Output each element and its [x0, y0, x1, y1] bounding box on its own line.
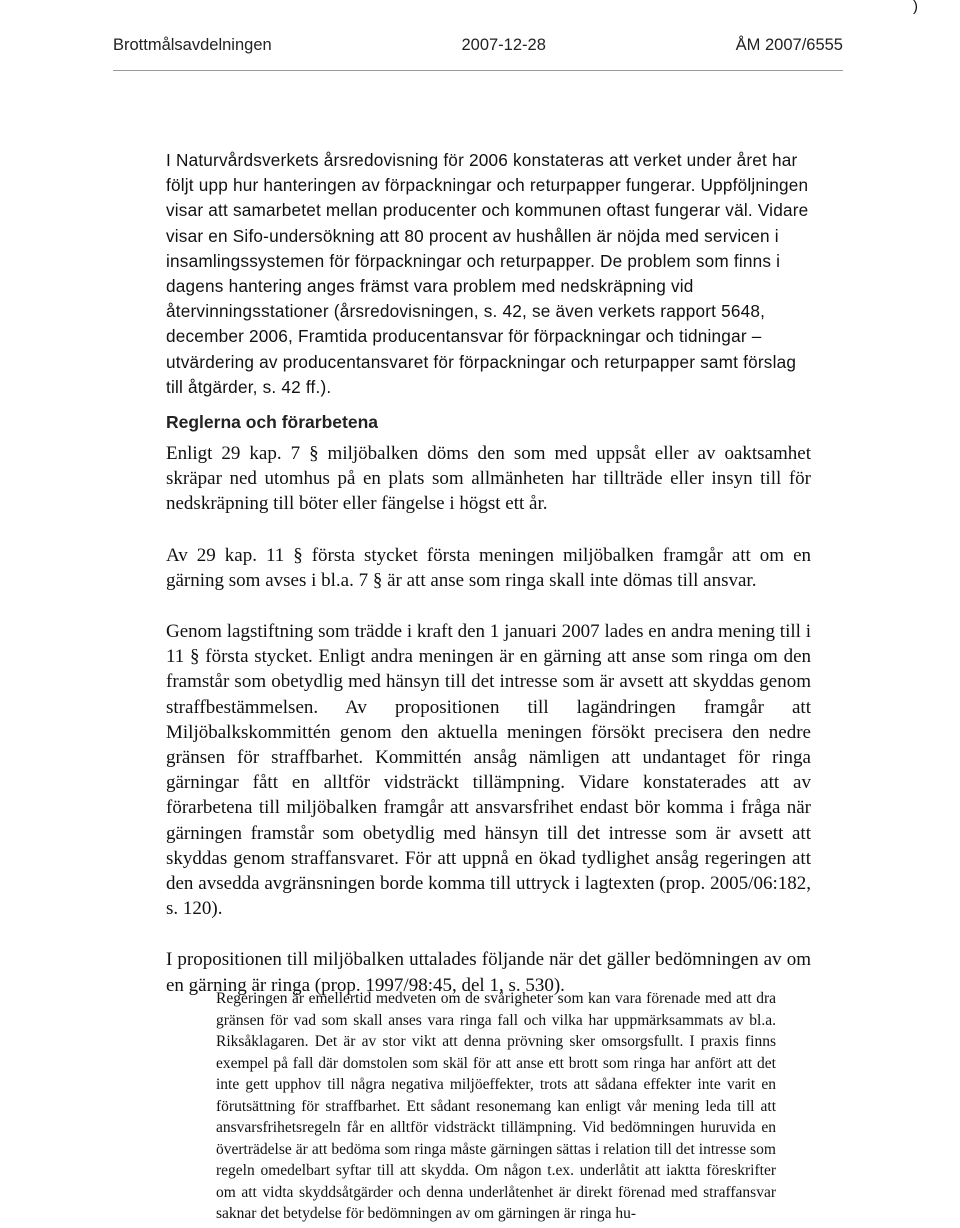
block-quote: Regeringen är emellertid medveten om de svårigheter som kan vara förenade med att dra gränsen för vad som skall anses vara ringa fall och vilka har uppmärksammats av bl.a. Riksåklagaren. Det är av stor vikt att denna prövning sker omsorgsfullt. I praxis finns exempel på fall där domstolen som skäl för att anse ett brott som ringa har anfört att det inte gett upphov till några negativa miljöeffekter, trots att sådana effekter inte varit en förutsättning för straffbarhet. Ett sådant resonemang kan enligt vår mening leda till att ansvarsfrihetsregeln får en alltför vidsträckt tillämpning. Vid bedömningen huruvida en överträdelse är att bedöma som ringa måste gärningen sättas i relation till det intresse som regeln omedelbart syftar till att skydda. Om någon t.ex. underlåtit att iaktta föreskrifter om att vidta skyddsåtgärder och denna underlåtenhet är direkt förenad med straffansvar saknar det betydelse för bedömningen av om gärningen är ringa hu-: [216, 990, 776, 1222]
section-heading: Reglerna och förarbetena: [166, 412, 378, 433]
paragraph-2: Av 29 kap. 11 § första stycket första meningen miljöbalken framgår att om en gärning som avses i bl.a. 7 § är att anse som ringa skall inte dömas till ansvar.: [166, 544, 811, 591]
page-header: [113, 36, 843, 55]
paragraph-1: Enligt 29 kap. 7 § miljöbalken döms den som med uppsåt eller av oaktsamhet skräpar ned utomhus på en plats som allmänheten har tillträde eller insyn till för nedskräpning till böter eller fängelse i högst ett år.: [166, 443, 811, 515]
paragraph-3: Genom lagstiftning som trädde i kraft den 1 januari 2007 lades en andra mening till i 11 § första stycket. Enligt andra meningen är en gärning att anse som ringa om den framstår som obetydlig med hänsyn till det intresse som är avsett att skyddas genom straffbestämmelsen. Av propositionen till lagändringen framgår att Miljöbalkskommittén genom den aktuella meningen försökt precisera den nedre gränsen för straffbarhet. Kommittén ansåg nämligen att undantaget för ringa gärningar fått en alltför vidsträckt tillämpning. Vidare konstaterades att av förarbetena till miljöbalken framgår att ansvarsfrihet endast bör komma i fråga när gärningen framstår som obetydlig med hänsyn till det intresse som är avsett att skyddas genom straffansvaret. För att uppnå en ökad tydlighet ansåg regeringen att den avsedda avgränsningen borde komma till uttryck i lagtexten (prop. 2005/06:182, s. 120).: [166, 621, 811, 920]
document-body: [166, 148, 811, 998]
header-case-number: ÅM 2007/6555: [735, 36, 843, 54]
header-date: 2007-12-28: [461, 36, 546, 54]
corner-mark: ): [913, 0, 918, 15]
paragraph-4: I propositionen till miljöbalken uttalades följande när det gäller bedömningen av om en gärning är ringa (prop. 1997/98:45, del 1, s. 530).: [166, 949, 811, 996]
header-divider: [113, 70, 843, 71]
header-department: Brottmålsavdelningen: [113, 36, 272, 54]
intro-paragraph: I Naturvårdsverkets årsredovisning för 2006 konstateras att verket under året har följt upp hur hanteringen av förpackningar och returpapper fungerar. Uppföljningen visar att samarbetet mellan producenter och kommunen oftast fungerar väl. Vidare visar en Sifo-undersökning att 80 procent av hushållen är nöjda med servicen i insamlingssystemen för förpackningar och returpapper. De problem som finns i dagens hantering anges främst vara problem med nedskräpning vid återvinningsstationer (årsredovisningen, s. 42, se även verkets rapport 5648, december 2006, Framtida producentansvar för förpackningar och tidningar – utvärdering av producentansvaret för förpackningar och returpapper samt förslag till åtgärder, s. 42 ff.).: [166, 150, 809, 397]
